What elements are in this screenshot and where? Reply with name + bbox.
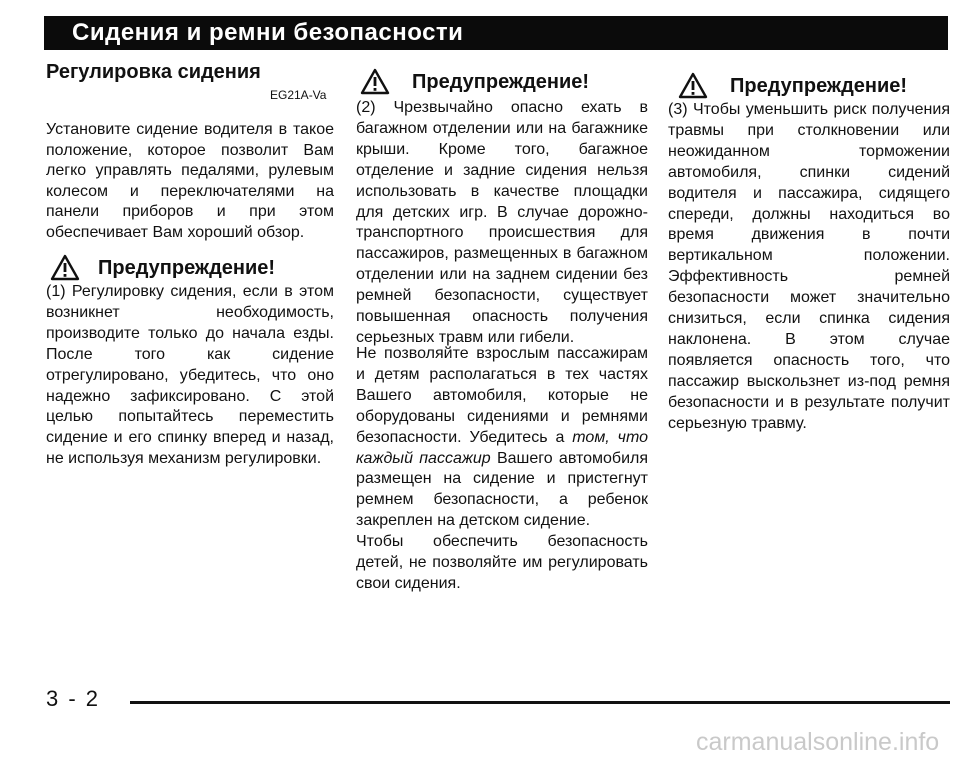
intro-paragraph: Установите сидение водителя в такое положение, которое позволит Вам легко управлять педалями, рулевым колесом и переключателями на панели приборов и при этом обеспечивает Вам хороший обзор. [46, 121, 334, 241]
warning-2-text-c: Чтобы обеспечить безопасность детей, не позволяйте им регулировать свои сидения. [356, 533, 648, 592]
warning-1-item [46, 282, 334, 470]
section-title: Регулировка сидения [46, 61, 261, 83]
warning-triangle-icon [360, 68, 390, 95]
warning-2-heading [360, 68, 589, 95]
warning-3-label: Предупреждение! [730, 74, 908, 97]
warning-2-text-b: Не позволяйте взрослым пассажирам и детям располагаться в тех частях Вашего автомобиля, которые не оборудованы сидениями и ремнями безопасности. Убедитесь а [356, 345, 648, 446]
warning-3-text: Чтобы уменьшить риск получения травмы при столкновении или неожиданном торможении автомобиля, спинки сидений водителя и пассажира, сидящего спереди, должны находиться во время движения в почти вертикальном положении. Эффективность ремней безопасности может значительно снизиться, если спинка сидения наклонена. В этом случае появляется опасность того, что пассажир выскользнет из-под ремня безопасности и в результате получит серьезную травму. [668, 101, 950, 432]
warning-triangle-icon [50, 254, 80, 281]
warning-3-item [668, 100, 950, 435]
footer-rule [130, 701, 950, 704]
warning-2-item-c [356, 532, 648, 595]
warning-2-text-b-end: Вашего автомобиля размещен на сидение и пристегнут ремнем безопасности, а ребенок закреплен на детском сидение. [356, 449, 649, 530]
watermark: carmanualsonline.info [696, 728, 940, 756]
section-code: EG21A-Va [270, 88, 327, 102]
warning-2-number: (2) [356, 99, 376, 116]
warning-2-text-b-italic: том, что каждый пассажир [356, 428, 648, 467]
warning-1-label: Предупреждение! [98, 256, 276, 279]
warning-1-number: (1) [46, 283, 66, 300]
warning-2-text-a: Чрезвычайно опасно ехать в багажном отделении или на багажнике крыши. Кроме того, багажное отделение и задние сидения нельзя использовать в качестве площадки для детских игр. В случае дорожно-транспортного происшествия для пассажиров, размещенных в багажном отделении или на заднем сидении без ремней безопасности, существует повышенная опасность получения серьезных травм или гибели. [356, 99, 648, 346]
warning-2-label: Предупреждение! [412, 70, 590, 93]
page-number: 3 - 2 [46, 686, 101, 711]
warning-3-heading [678, 72, 907, 99]
warning-1-heading [50, 254, 275, 281]
page-header-title: Сидения и ремни безопасности [72, 19, 464, 46]
warning-2-item-b [356, 344, 648, 532]
warning-2-item-a [356, 98, 648, 349]
warning-triangle-icon [678, 72, 708, 99]
warning-1-text: Регулировку сидения, если в этом возникнет необходимость, производите только до начала езды. После того как сидение отрегулировано, убедитесь, что оно надежно зафиксировано. С этой целью попытайтесь переместить сидение и его спинку вперед и назад, не используя механизм регулировки. [46, 283, 335, 468]
warning-3-number: (3) [668, 101, 688, 118]
